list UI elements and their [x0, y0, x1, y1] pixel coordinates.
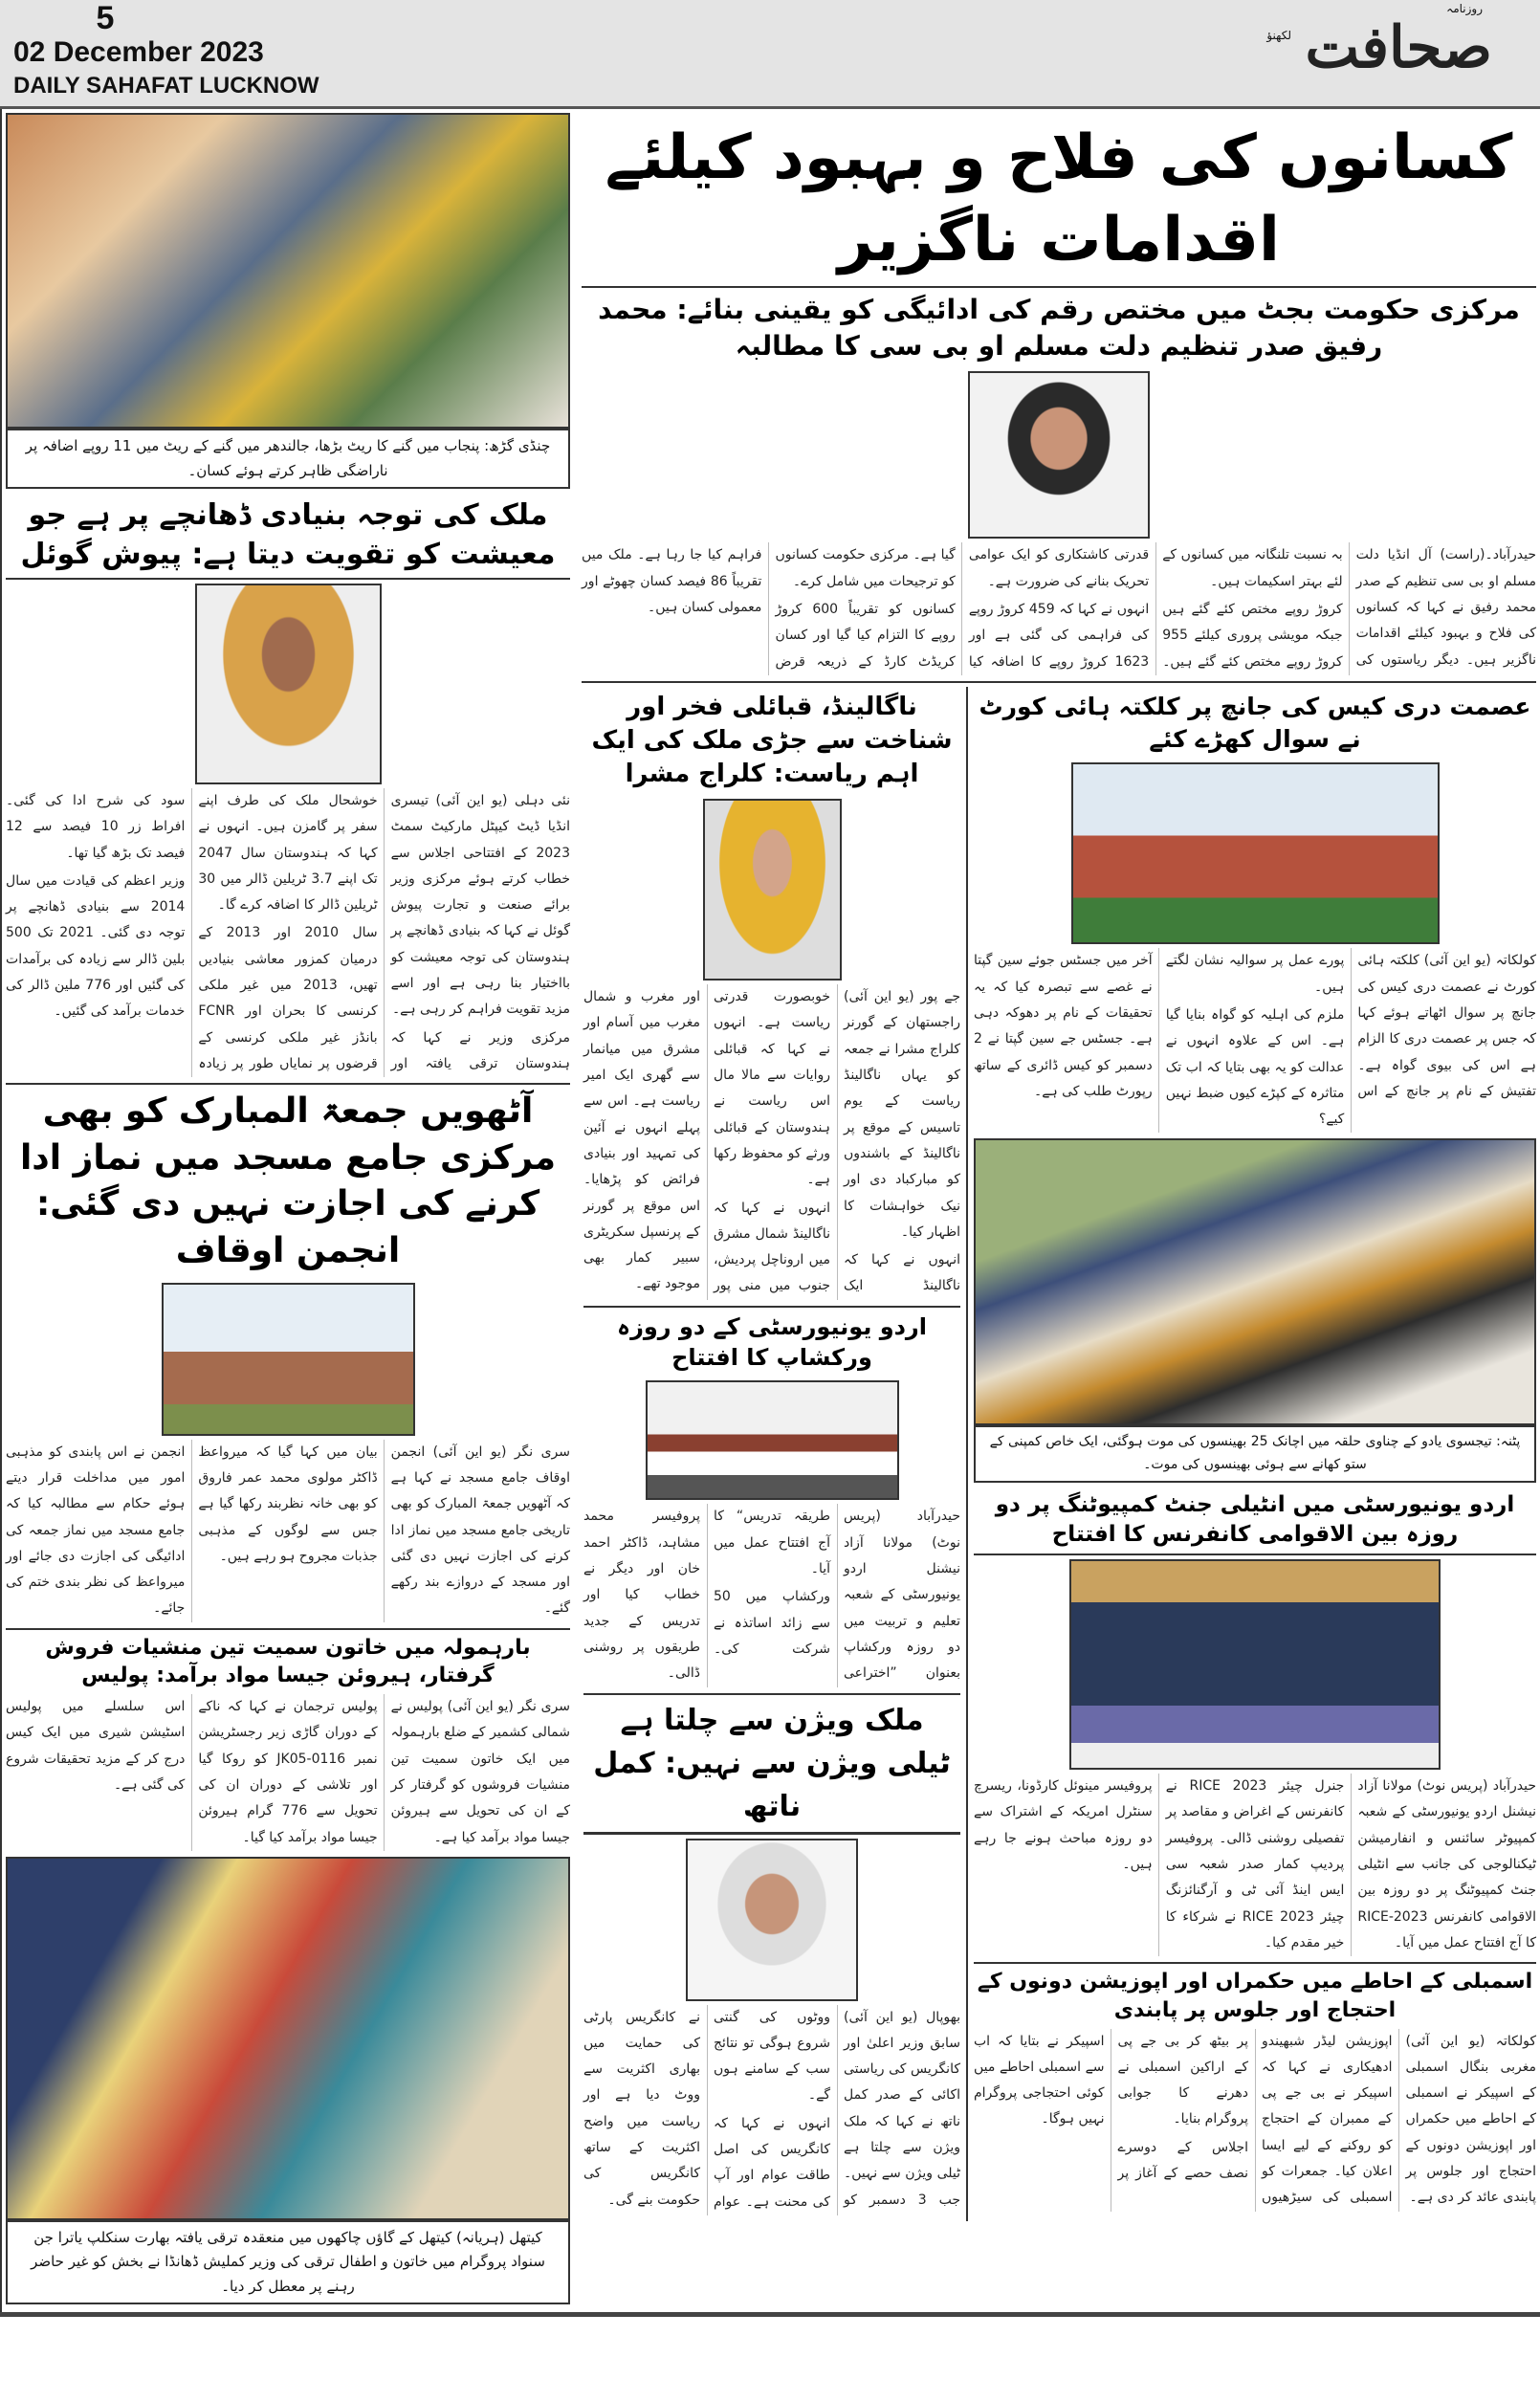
tejashwi-constituency-photo	[974, 1138, 1536, 1425]
paragraph: کولکاتہ (یو این آئی) کلکتہ ہائی کورٹ نے عصمت دری کیس کی جانچ پر سوال اٹھاتے ہوئے کہا کہ جس پر عصمت دری کا الزام ہے اس کی بیوی گواہ ہے۔ تفتیش کے نام پر جانچ کے اس پورے عمل پر سوالیہ نشان لگتے ہیں۔	[1165, 953, 1536, 1099]
ismat-article	[974, 948, 1536, 1133]
assembly-headline: اسمبلی کے احاطے میں حکمراں اور اپوزیشن دونوں کے احتجاج اور جلوس پر پابندی	[977, 1970, 1533, 2022]
calcutta-high-court-photo	[1071, 762, 1440, 944]
bottom-border	[0, 2312, 1540, 2317]
paragraph: کروڑ روپے مختص کئے گئے ہیں جبکہ مویشی پروری کیلئے 955 کروڑ روپے مختص کئے گئے ہیں۔ قدرتی کاشتکاری کو ایک عوامی تحریک بنانے کی ضرورت ہے۔	[968, 547, 1343, 670]
paragraph: انہوں نے کہا کہ کانگریس کی اصل طاقت عوام اور آپ کی محنت ہے۔ عوام نے کانگریس پارٹی کی حمایت میں بھاری اکثریت سے ووٹ دیا ہے اور ریاست میں واضح اکثریت کے ساتھ کانگریس کی حکومت بنے گی۔	[583, 2009, 830, 2210]
kaithal-event-photo	[6, 1857, 570, 2220]
kamal-nath-photo	[686, 1839, 858, 2001]
paragraph: حیدرآباد۔(راست) آل انڈیا دلت مسلم او بی سی تنظیم کے صدر محمد رفیق نے کہا کہ کسانوں کی فلاح و بہبود کیلئے اقدامات ناگزیر ہیں۔ دیگر ریاستوں کی بہ نسبت تلنگانہ میں کسانوں کے لئے بہتر اسکیمات ہیں۔	[1162, 547, 1536, 668]
right-section	[576, 109, 1540, 2312]
photo-caption: پٹنہ: تیجسوی یادو کے چناوی حلقہ میں اچانک 25 بھینسوں کی موت ہوگئی، ایک خاص کمپنی کے ستو کھانے سے ہوئی بھینسوں کی موت۔	[974, 1425, 1536, 1483]
paragraph: جے پور (یو این آئی) راجستھان کے گورنر کلراج مشرا نے جمعہ کو یہاں ناگالینڈ ریاست کے یوم تاسیس کے موقع پر ناگالینڈ کے باشندوں کو مبارکباد دی اور نیک خواہشات کا اظہار کیا۔	[844, 989, 960, 1240]
baramulla-headline: بارہمولہ میں خاتون سمیت تین منشیات فروش گرفتار، ہیروئن جیسا مواد برآمد: پولیس	[45, 1635, 531, 1688]
paragraph: کولکاتہ (یو این آئی) مغربی بنگال اسمبلی کے اسپیکر نے اسمبلی کے احاطے میں حکمراں اور اپوزیشن دونوں کے احتجاج اور جلوس پر پابندی عائد کر دی ہے۔	[1405, 2033, 1536, 2206]
paragraph: انہوں نے کہا کہ ناگالینڈ ایک خوبصورت قدرتی ریاست ہے۔ انہوں نے کہا کہ قبائلی روایات سے مالا مال اس ریاست نے ہندوستان کے قبائلی ورثے کو محفوظ رکھا ہے۔	[714, 989, 960, 1294]
paragraph: پروفیسر مینوئل کارڈونا، ریسرچ سنٹرل امریکہ کے اشتراک سے دو روزہ مباحث ہونے جا رہے ہیں۔	[974, 1778, 1153, 1873]
baramulla-article	[6, 1694, 570, 1851]
paragraph: جنرل چیئر RICE 2023 نے کانفرنس کے اغراض و مقاصد پر تفصیلی روشنی ڈالی۔ پروفیسر پردیپ کمار صدر شعبہ سی ایس اینڈ آئی ٹی و آرگنائزنگ چیئر RICE 2023 نے شرکاء کا خیر مقدم کیا۔	[1165, 1778, 1345, 1950]
sub-column-narrow	[583, 687, 966, 2221]
lower-right-grid	[582, 687, 1536, 2221]
paragraph: اپوزیشن لیڈر شبھیندو ادھیکاری نے کہا کہ اسپیکر نے بی جے پی کے ممبران کے احتجاج کو روکنے کے لیے ایسا اعلان کیا۔ جمعرات کو اسمبلی کی سیڑھیوں پر بیٹھ کر بی جے پی کے اراکین اسمبلی نے دھرنے کا جوابی پروگرام بنایا۔	[1117, 2033, 1393, 2206]
ismat-headline: عصمت دری کیس کی جانچ پر کلکتہ ہائی کورٹ نے سوال کھڑے کئے	[979, 692, 1531, 753]
issue-date: 02 December 2023	[13, 36, 264, 68]
workshop-stage-photo	[646, 1380, 899, 1500]
workshop-headline: اردو یونیورسٹی کے دو روزہ ورکشاپ کا افتتاح	[617, 1312, 927, 1372]
nagaland-article	[583, 984, 960, 1300]
farmers-press-photo	[6, 113, 570, 429]
paragraph: سری نگر (یو این آئی) پولیس نے شمالی کشمیر کے ضلع بارہمولہ میں ایک خاتون سمیت تین منشیات فروشوں کو گرفتار کر کے ان کی تحویل سے ہیروئن جیسا مواد برآمد کیا ہے۔	[390, 1699, 570, 1845]
paragraph: حیدرآباد (پریس نوٹ) مولانا آزاد نیشنل اردو یونیورسٹی کے شعبہ تعلیم و تربیت میں دو روزہ ورکشاپ بعنوان ”اختراعی طریقہ تدریس“ کا آج افتتاح عمل میں آیا۔	[714, 1509, 960, 1682]
kamalnath-headline	[583, 1695, 960, 1832]
masthead	[0, 0, 1540, 109]
paragraph: کسانوں کو تقریباً 600 کروڑ روپے کا التزام کیا گیا اور کسان کریڈٹ کارڈ کے ذریعہ قرض فراہم کیا جا رہا ہے۔ ملک میں تقریباً 86 فیصد کسان چھوٹے اور معمولی کسان ہیں۔	[582, 547, 956, 670]
headline-line: ٹیلی ویژن سے نہیں: کمل ناتھ	[593, 1746, 951, 1823]
paragraph: حیدرآباد (پریس نوٹ) مولانا آزاد نیشنل اردو یونیورسٹی کے شعبہ کمپیوٹر سائنس و انفارمیشن ٹیکنالوجی کی جانب سے انٹیلی جنٹ کمپیوٹنگ پر دو روزہ بین الاقوامی کانفرنس RICE-2023 کا آج افتتاح عمل میں آیا۔	[1357, 1778, 1536, 1950]
assembly-article	[974, 2029, 1536, 2212]
masjid-headline: آٹھویں جمعۃ المبارک کو بھی مرکزی جامع مسجد میں نماز ادا کرنے کی اجازت نہیں دی گئی: انجمن اوقاف	[19, 1091, 557, 1271]
piyush-goyal-photo	[195, 584, 382, 784]
masjid-article	[6, 1440, 570, 1622]
divider	[6, 578, 570, 580]
divider	[974, 1554, 1536, 1555]
paper-name: DAILY SAHAFAT LUCKNOW	[13, 73, 319, 99]
paragraph: بیان میں کہا گیا کہ میرواعظ ڈاکٹر مولوی محمد عمر فاروق کو بھی خانہ نظربند رکھا گیا ہے جس سے لوگوں کے مذہبی جذبات مجروح ہو رہے ہیں۔	[198, 1443, 378, 1564]
kamalnath-article	[583, 2005, 960, 2215]
paragraph: اجلاس کے دوسرے نصف حصے کے آغاز پر اسپیکر نے بتایا کہ اب سے اسمبلی احاطے میں کوئی احتجاجی پروگرام نہیں ہوگا۔	[974, 2033, 1248, 2182]
paragraph: وزیر اعظم کی قیادت میں سال 2014 سے بنیادی ڈھانچے پر توجہ دی گئی۔ 2021 تک 500 بلین ڈالر سے زیادہ کی برآمدات کی گئیں اور 776 ملین ڈالر کی خدمات برآمد کی گئیں۔	[6, 872, 186, 1020]
jama-masjid-photo	[162, 1283, 415, 1436]
conference-article	[974, 1774, 1536, 1956]
lead-headline: کسانوں کی فلاح و بہبود کیلئے اقدامات ناگزیر	[605, 122, 1513, 276]
headline-line: ملک ویژن سے چلتا ہے	[620, 1703, 924, 1737]
goyal-article	[6, 788, 570, 1077]
photo-caption: چنڈی گڑھ: پنجاب میں گنے کا ریٹ بڑھا، جالندھر میں گنے کے ریٹ میں 11 روپے اضافہ پر ناراضگی ظاہر کرتے ہوئے کسان۔	[6, 429, 570, 489]
lead-subheadline: مرکزی حکومت بجٹ میں مختص رقم کی ادائیگی کو یقینی بنائے: محمد رفیق صدر تنظیم دلت مسلم او بی سی کا مطالبہ	[598, 293, 1520, 362]
page-body	[0, 109, 1540, 2312]
newspaper-logo: صحافت	[1305, 14, 1492, 81]
paragraph: آخر میں جسٹس جوئے سین گپتا نے غصے سے تبصرہ کیا کہ یہ تحقیقات کے نام پر دھوکہ دہی ہے۔ جسٹس جے سین گپتا نے 2 دسمبر کو کیس ڈائری کے ساتھ رپورٹ طلب کی ہے۔	[974, 953, 1153, 1099]
nagaland-headline: ناگالینڈ، قبائلی فخر اور شناخت سے جڑی ملک کی ایک اہم ریاست: کلراج مشرا	[591, 692, 953, 789]
logo-prefix: روزنامہ	[1446, 2, 1483, 15]
paragraph: انہوں نے کہا کہ 459 کروڑ روپے کی فراہمی کی گئی ہے اور 1623 کروڑ روپے کا اضافہ کیا گیا ہے۔ مرکزی حکومت کسانوں کو ترجیحات میں شامل کرے۔	[775, 547, 1150, 670]
conference-headline: اردو یونیورسٹی میں انٹیلی جنٹ کمپیوٹنگ پر دو روزہ بین الاقوامی کانفرنس کا افتتاح	[995, 1492, 1515, 1548]
paragraph: پولیس ترجمان نے کہا کہ ناکے کے دوران گاڑی زیر رجسٹریشن نمبر JK05-0116 کو روکا گیا اور تلاشی کے دوران ان کی تحویل سے 776 گرام ہیروئن جیسا مواد برآمد کیا گیا۔	[198, 1699, 378, 1845]
photo-caption: کیتھل (ہریانہ) کیتھل کے گاؤں چاکھوں میں منعقدہ ترقی یافتہ بھارت سنکلپ یاترا جن سنواد پروگرام میں خاتون و اطفال ترقی کی وزیر کملیش ڈھانڈا نے بخش کو غیر حاضر رہنے پر معطل کر دیا۔	[6, 2220, 570, 2305]
kalraj-mishra-photo	[703, 799, 842, 981]
left-section	[0, 109, 576, 2312]
paragraph: ورکشاپ میں 50 سے زائد اساتذہ نے شرکت کی۔ پروفیسر محمد مشاہد، ڈاکٹر احمد خان اور دیگر نے خطاب کیا اور تدریس کے جدید طریقوں پر روشنی ڈالی۔	[583, 1509, 830, 1682]
paragraph: سری نگر (یو این آئی) انجمن اوقاف جامع مسجد نے کہا ہے کہ آٹھویں جمعۃ المبارک کو بھی تاریخی جامع مسجد میں نماز ادا کرنے کی اجازت نہیں دی گئی اور مسجد کے دروازے بند رکھے گئے۔	[390, 1443, 570, 1617]
goyal-headline: ملک کی توجہ بنیادی ڈھانچے پر ہے جو معیشت کو تقویت دیتا ہے: پیوش گوئل	[20, 498, 556, 571]
paragraph: سال 2010 اور 2013 کے درمیان کمزور معاشی بنیادیں تھیں، 2013 میں غیر ملکی کرنسی کا بحران اور FCNR بانڈز غیر ملکی کرنسی کے قرضوں پر نمایاں طور پر زیادہ سود کی شرح ادا کی گئی۔ افراط زر 10 فیصد سے 12 فیصد تک بڑھ گیا تھا۔	[6, 793, 378, 1071]
paragraph: نئی دہلی (یو این آئی) تیسری انڈیا ڈیٹ کیپٹل مارکیٹ سمٹ 2023 کے افتتاحی اجلاس سے خطاب کرتے ہوئے مرکزی وزیر برائے صنعت و تجارت پیوش گوئل نے کہا کہ بنیادی ڈھانچے پر ہندوستان کی توجہ معیشت کو بااختیار بنا رہی ہے اور اسے مزید تقویت فراہم کر رہی ہے۔	[390, 793, 570, 1018]
lead-article	[582, 542, 1536, 674]
paragraph: مرکزی وزیر نے کہا کہ ہندوستان ترقی یافتہ اور خوشحال ملک کی طرف اپنے سفر پر گامزن ہیں۔ انہوں نے کہا کہ ہندوستان سال 2047 تک اپنے 3.7 ٹریلین ڈالر میں 30 ٹریلین ڈالر کا اضافہ کرے گا۔	[198, 793, 570, 1071]
mohammed-rafiq-photo	[968, 371, 1150, 539]
paragraph: ملزم کی اہلیہ کو گواہ بنایا گیا ہے۔ اس کے علاوہ انہوں نے عدالت کو یہ بھی بتایا کہ اب تک متاثرہ کے کپڑے کیوں ضبط نہیں کیے؟	[1165, 1006, 1345, 1128]
page-number: 5	[96, 0, 115, 36]
sub-column-wide	[966, 687, 1536, 2221]
workshop-article	[583, 1504, 960, 1686]
paragraph: اس سلسلے میں پولیس اسٹیشن شیری میں ایک کیس درج کر کے مزید تحقیقات شروع کی گئی ہے۔	[6, 1699, 186, 1793]
conference-release-photo	[1069, 1559, 1441, 1770]
paragraph: انہوں نے کہا کہ ناگالینڈ شمال مشرق میں اروناچل پردیش، جنوب میں منی پور اور مغرب و شمال مغرب میں آسام اور مشرق میں میانمار سے گھری ایک امیر ریاست ہے۔ اس سے پہلے انہوں نے آئین کی تمہید اور بنیادی فرائض کو پڑھایا۔ اس موقع پر گورنر کے پرنسپل سکریٹری سبیر کمار بھی موجود تھے۔	[583, 989, 830, 1294]
divider	[583, 1832, 960, 1835]
paragraph: انجمن نے اس پابندی کو مذہبی امور میں مداخلت قرار دیتے ہوئے حکام سے مطالبہ کیا کہ جامع مسجد میں نماز جمعہ کی ادائیگی کی اجازت دی جائے اور میرواعظ کی نظر بندی ختم کی جائے۔	[6, 1443, 186, 1617]
paragraph: بھوپال (یو این آئی) سابق وزیر اعلیٰ اور کانگریس کی ریاستی اکائی کے صدر کمل ناتھ نے کہا کہ ملک ویژن سے چلتا ہے ٹیلی ویژن سے نہیں۔ جب 3 دسمبر کو ووٹوں کی گنتی شروع ہوگی تو نتائج سب کے سامنے ہوں گے۔	[714, 2009, 960, 2208]
divider	[582, 681, 1536, 683]
logo-city: لکھنؤ	[1266, 29, 1291, 42]
